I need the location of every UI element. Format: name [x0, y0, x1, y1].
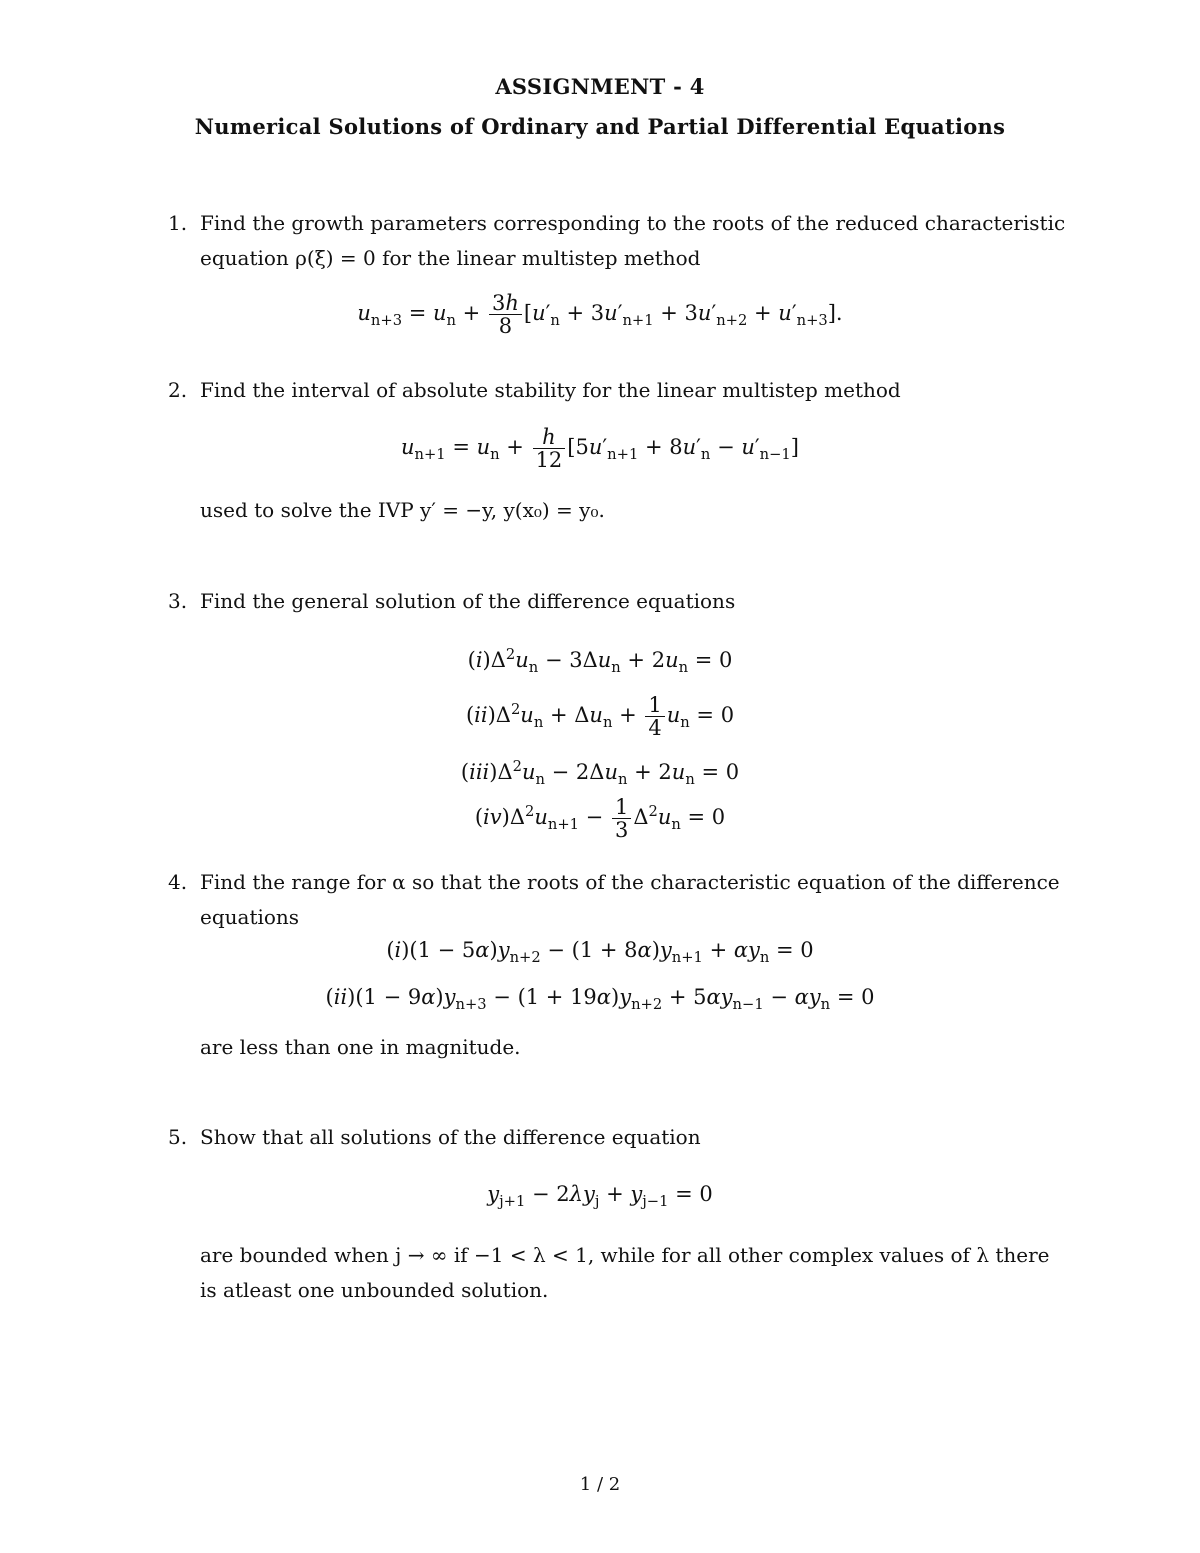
problem-text: Find the range for α so that the roots of the characteristic equation of the difference equations — [200, 870, 1060, 929]
problem-text: Find the general solution of the difference equations — [200, 589, 736, 613]
equation-4-i: $(i)(1 - 5\alpha)y_{n+2} - (1 + 8\alpha)y_{n+1} + \alpha y_n = 0$ — [386, 938, 814, 967]
problem-number: 3. — [168, 589, 188, 613]
equation-2: $u_{n+1} = u_n$ + $\frac{h}{12}$ $[5u'_{n+1} + 8u'_n - u'_{n-1}]$ — [401, 425, 799, 473]
problem-number: 4. — [168, 870, 188, 894]
problem-2-after: used to solve the IVP y′ = −y, y(x₀) = y₀. — [200, 498, 605, 522]
problem-number: 1. — [168, 211, 188, 235]
assignment-title: ASSIGNMENT - 4 — [495, 74, 705, 99]
course-subtitle: Numerical Solutions of Ordinary and Partial Differential Equations — [194, 114, 1006, 139]
page-number: 1 / 2 — [579, 1474, 621, 1495]
problem-text: Find the interval of absolute stability for the linear multistep method — [200, 378, 901, 402]
equation-4-ii: $(ii)(1 - 9\alpha)y_{n+3} - (1 + 19\alpha)y_{n+2} + 5\alpha y_{n-1} - \alpha y_n = 0$ — [325, 985, 875, 1014]
equation-3-ii: $(ii)\Delta^2u_n + \Delta u_n$ + $\frac{1}{4}$ $u_n = 0$ — [465, 693, 735, 741]
problem-text: Show that all solutions of the difference equation — [200, 1125, 701, 1149]
equation-1: $u_{n+3} = u_n$ + $\frac{3h}{8}$ $[u'_n + 3u'_{n+1} + 3u'_{n+2} + u'_{n+3}]$. — [357, 291, 843, 339]
problem-number: 2. — [168, 378, 188, 402]
problem-text: Find the growth parameters corresponding to the roots of the reduced characteristic equation ρ(ξ) = 0 for the linear multistep method — [200, 211, 1066, 270]
problem-number: 5. — [168, 1125, 188, 1149]
problem-5-after: are bounded when j → ∞ if −1 < λ < 1, while for all other complex values of λ there is atleast one unbounded solution. — [200, 1243, 1050, 1302]
equation-3-i: $(i)\Delta^2u_n - 3\Delta u_n + 2u_n = 0$ — [467, 646, 733, 677]
equation-5: $y_{j+1} - 2\lambda y_j + y_{j-1} = 0$ — [487, 1182, 713, 1211]
equation-3-iv: $(iv)\Delta^2u_{n+1}$ − $\frac{1}{3}$ $\Delta^2u_n = 0$ — [474, 795, 726, 843]
problem-4-after: are less than one in magnitude. — [200, 1035, 521, 1059]
equation-3-iii: $(iii)\Delta^2u_n - 2\Delta u_n + 2u_n = 0$ — [460, 758, 740, 789]
